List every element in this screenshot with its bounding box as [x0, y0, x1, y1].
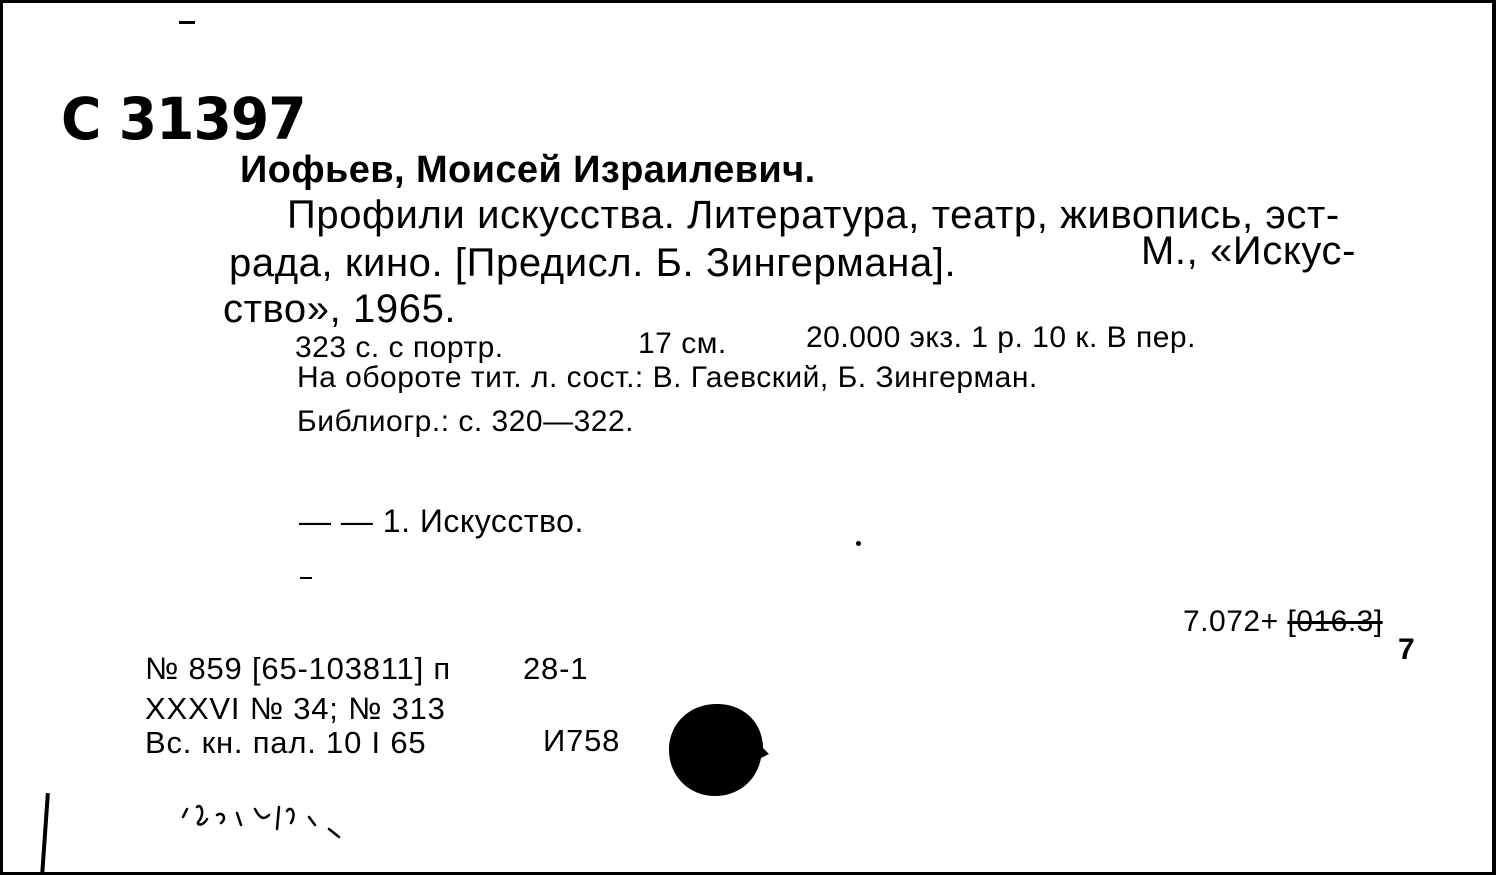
- margin-line: [40, 793, 50, 875]
- title-line-2-publisher: М., «Искус-: [1141, 229, 1357, 273]
- print-speck: [856, 541, 861, 546]
- classification-main: 7.072+: [1183, 605, 1279, 638]
- collation-pages: 323 с. с портр.: [295, 331, 504, 364]
- print-tick: [300, 577, 312, 579]
- note-bibliography: Библиогр.: с. 320—322.: [297, 405, 634, 438]
- author-heading: Иофьев, Моисей Израилевич.: [240, 149, 816, 191]
- title-line-3: ство», 1965.: [223, 287, 457, 331]
- top-mark: [179, 21, 195, 24]
- note-compilers: На обороте тит. л. сост.: В. Гаевский, Б. Зингерман.: [297, 361, 1038, 394]
- subject-heading: — — 1. Искусство.: [299, 503, 584, 539]
- classification-struck: [016.3]: [1287, 605, 1383, 638]
- footer-code: И758: [543, 723, 621, 758]
- title-line-1: Профили искусства. Литература, театр, живопись, эст-: [287, 193, 1340, 237]
- footer-series: XXXVI № 34; № 313: [145, 691, 446, 726]
- classification-correction: 7: [1398, 633, 1416, 666]
- classification-index: [1183, 605, 1383, 639]
- footer-record-number: № 859 [65-103811] п: [145, 651, 451, 686]
- title-line-2: рада, кино. [Предисл. Б. Зингермана].: [229, 241, 957, 285]
- punch-hole-icon: [667, 702, 769, 798]
- call-number: С 31397: [61, 85, 306, 153]
- collation-edition: 20.000 экз. 1 р. 10 к. В пер.: [806, 321, 1196, 354]
- footer-chamber: Вс. кн. пал. 10 I 65: [145, 725, 427, 760]
- footer-record-code: 28-1: [523, 651, 589, 686]
- handwritten-mark-icon: [179, 799, 349, 845]
- collation-size: 17 см.: [638, 327, 727, 360]
